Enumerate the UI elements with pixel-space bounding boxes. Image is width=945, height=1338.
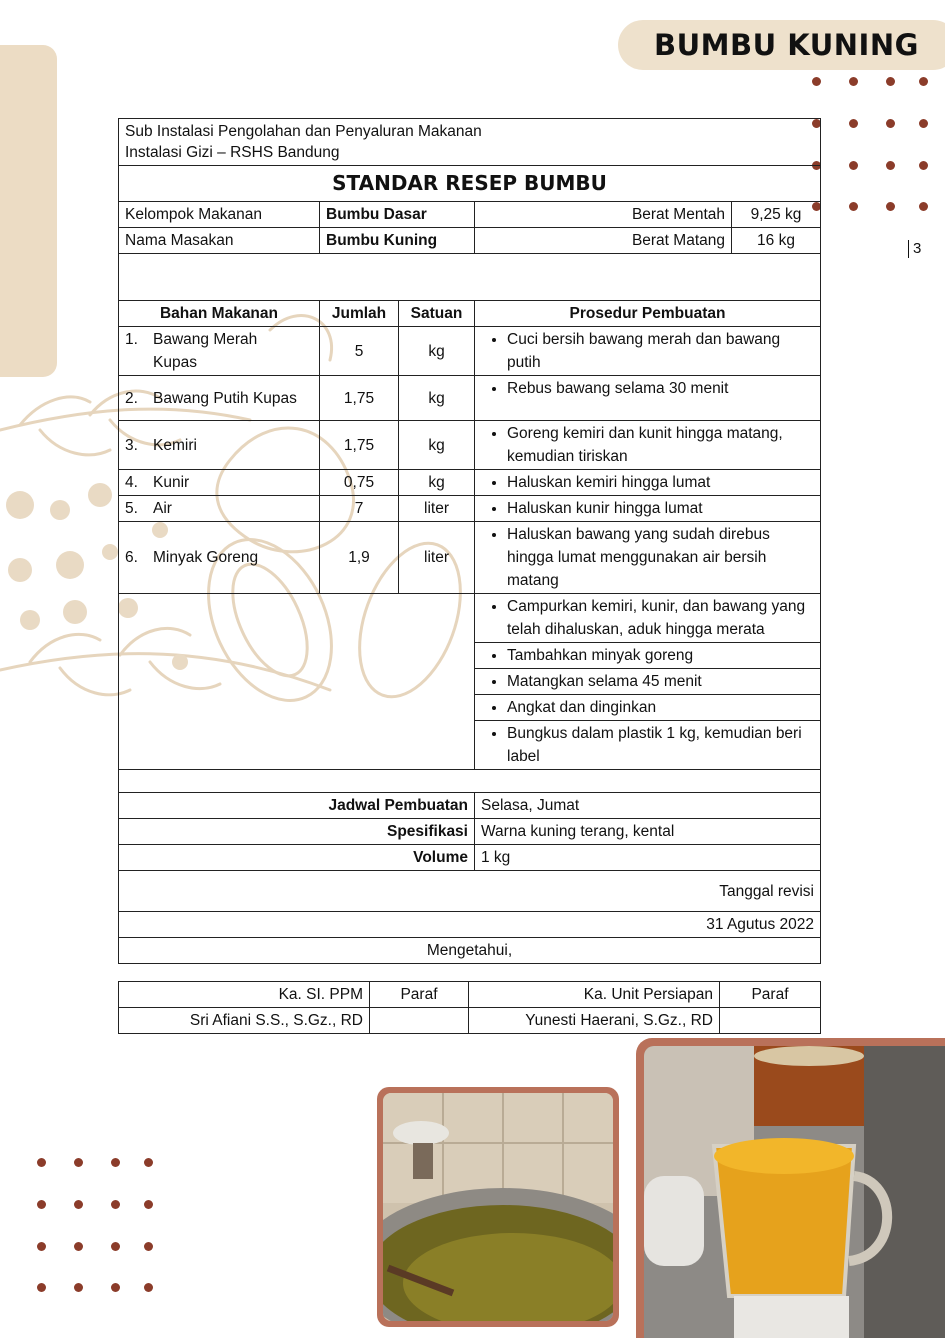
tanggal-revisi-value: 31 Agutus 2022 [119, 912, 821, 938]
mengetahui-label: Mengetahui, [119, 938, 821, 964]
ingredient-no: 5. [125, 500, 138, 517]
page-number: 3 [908, 240, 921, 258]
procedure-step: • Haluskan kunir hingga lumat [475, 496, 821, 522]
ingredient-unit: liter [399, 496, 475, 522]
spesifikasi-value: Warna kuning terang, kental [475, 819, 821, 845]
berat-mentah-label: Berat Mentah [475, 202, 732, 228]
procedure-step: • Cuci bersih bawang merah dan bawang putih [475, 327, 821, 376]
ka-unit-name: Yunesti Haerani, S.Gz., RD [469, 1008, 720, 1034]
procedure-step: • Angkat dan dinginkan [475, 695, 821, 721]
ingredient-no: 6. [125, 549, 138, 566]
procedure-step: • Matangkan selama 45 menit [475, 669, 821, 695]
table-row [119, 421, 821, 470]
berat-mentah-value: 9,25 kg [732, 202, 821, 228]
ingredient-qty: 0,75 [320, 470, 399, 496]
col-header-bahan: Bahan Makanan [119, 301, 320, 327]
page-title: BUMBU KUNING [654, 28, 919, 62]
org-header [119, 119, 821, 166]
jadwal-label: Jadwal Pembuatan [119, 793, 475, 819]
kelompok-label: Kelompok Makanan [119, 202, 320, 228]
table-row [119, 376, 821, 421]
ingredient-qty: 1,9 [320, 522, 399, 594]
ingredient-name: 3. Kemiri [119, 421, 320, 470]
col-header-prosedur: Prosedur Pembuatan [475, 301, 821, 327]
procedure-step: • Goreng kemiri dan kunit hingga matang, kemudian tiriskan [475, 421, 821, 470]
volume-label: Volume [119, 845, 475, 871]
ingredient-no: 1. [125, 331, 138, 348]
ingredient-no: 2. [125, 389, 138, 407]
doc-title: STANDAR RESEP BUMBU [119, 166, 821, 202]
ingredient-qty: 1,75 [320, 376, 399, 421]
table-row [119, 594, 821, 643]
procedure-step: • Rebus bawang selama 30 menit [475, 376, 821, 421]
ingredient-name: 2. Bawang Putih Kupas [119, 376, 320, 421]
ingredient-unit: kg [399, 470, 475, 496]
spacer-row [119, 254, 821, 301]
berat-matang-value: 16 kg [732, 228, 821, 254]
col-header-satuan: Satuan [399, 301, 475, 327]
org-line-2: Instalasi Gizi – RSHS Bandung [125, 144, 340, 161]
ingredient-unit: liter [399, 522, 475, 594]
tanggal-revisi-label: Tanggal revisi [119, 871, 821, 912]
procedure-step: • Campurkan kemiri, kunir, dan bawang yang telah dihaluskan, aduk hingga merata [475, 594, 821, 643]
photo-blender-jar [636, 1038, 945, 1338]
ingredient-name: 4. Kunir [119, 470, 320, 496]
table-row [119, 470, 821, 496]
spacer-row [119, 770, 821, 793]
ingredient-name: 5. Air [119, 496, 320, 522]
volume-value: 1 kg [475, 845, 821, 871]
ingredient-no: 4. [125, 474, 138, 491]
table-row [119, 522, 821, 594]
procedure-step: • Haluskan kemiri hingga lumat [475, 470, 821, 496]
ka-unit-label: Ka. Unit Persiapan [469, 982, 720, 1008]
paraf-2-box [720, 1008, 821, 1034]
col-header-jumlah: Jumlah [320, 301, 399, 327]
ingredient-qty: 5 [320, 327, 399, 376]
paraf-2-label: Paraf [720, 982, 821, 1008]
ingredient-unit: kg [399, 421, 475, 470]
signature-table [118, 981, 821, 1034]
paraf-1-box [370, 1008, 469, 1034]
kelompok-value: Bumbu Dasar [320, 202, 475, 228]
ingredient-unit: kg [399, 327, 475, 376]
ka-si-label: Ka. SI. PPM [119, 982, 370, 1008]
procedure-step: • Bungkus dalam plastik 1 kg, kemudian beri label [475, 721, 821, 770]
recipe-table [118, 118, 821, 964]
paraf-1-label: Paraf [370, 982, 469, 1008]
empty-ingredient-area [119, 594, 475, 770]
procedure-step: • Haluskan bawang yang sudah direbus hingga lumat menggunakan air bersih matang [475, 522, 821, 594]
jadwal-value: Selasa, Jumat [475, 793, 821, 819]
ingredient-unit: kg [399, 376, 475, 421]
ingredient-qty: 1,75 [320, 421, 399, 470]
ingredient-name: 6. Minyak Goreng [119, 522, 320, 594]
berat-matang-label: Berat Matang [475, 228, 732, 254]
ingredient-qty: 7 [320, 496, 399, 522]
table-row [119, 327, 821, 376]
ka-si-name: Sri Afiani S.S., S.Gz., RD [119, 1008, 370, 1034]
org-line-1: Sub Instalasi Pengolahan dan Penyaluran Makanan [125, 123, 482, 140]
nama-label: Nama Masakan [119, 228, 320, 254]
photo-cooking-pot [377, 1087, 619, 1327]
ingredient-no: 3. [125, 436, 138, 454]
spesifikasi-label: Spesifikasi [119, 819, 475, 845]
table-row [119, 496, 821, 522]
ingredient-name: 1. Bawang Merah Kupas [119, 327, 320, 376]
procedure-step: • Tambahkan minyak goreng [475, 643, 821, 669]
nama-value: Bumbu Kuning [320, 228, 475, 254]
